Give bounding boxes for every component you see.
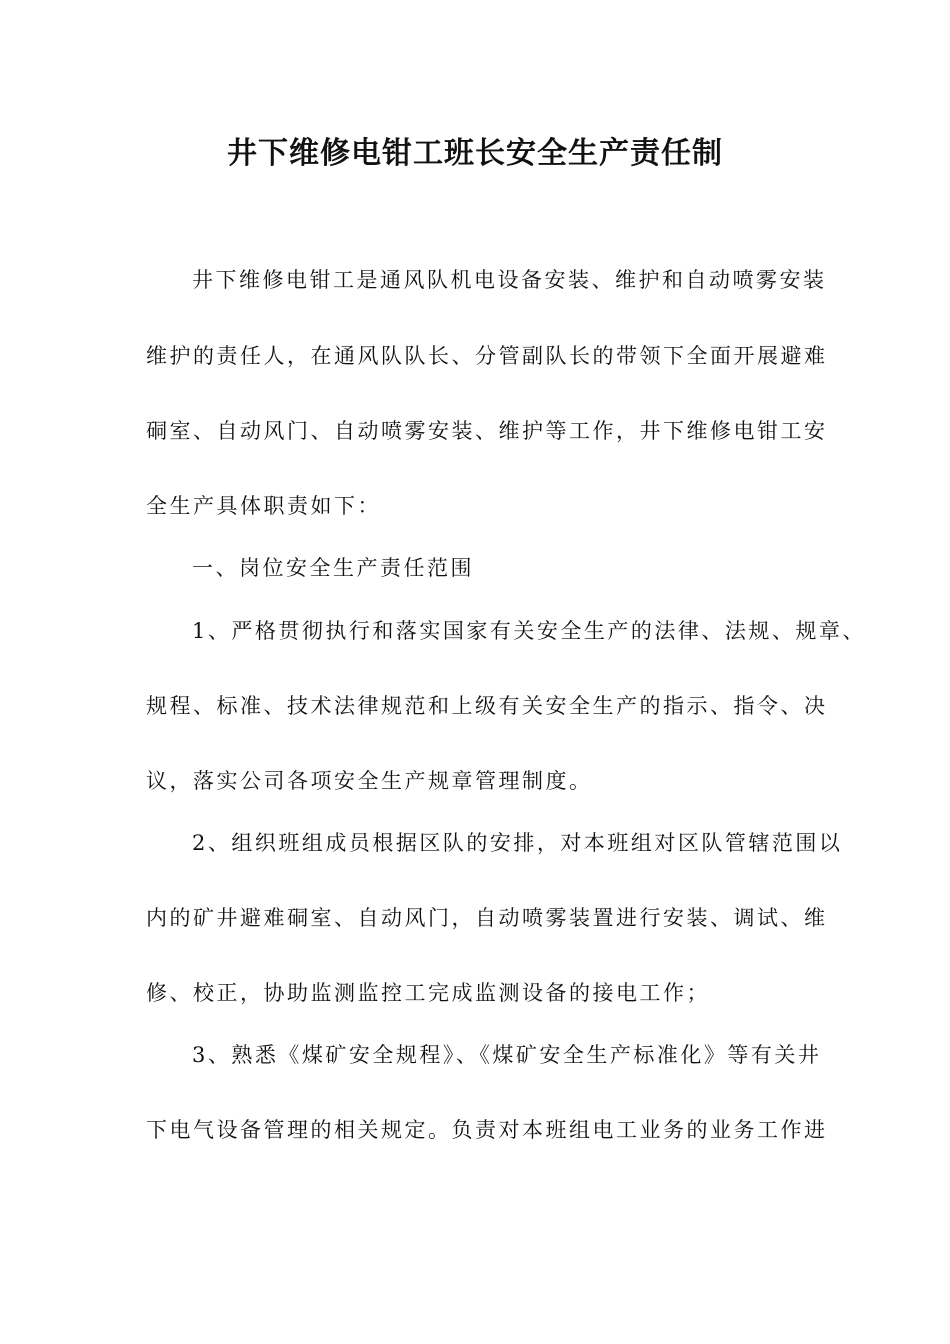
paragraph-line: 硐室、自动风门、自动喷雾安装、维护等工作，井下维修电钳工安 (146, 419, 828, 443)
paragraph-line: 内的矿井避难硐室、自动风门，自动喷雾装置进行安装、调试、维 (146, 906, 828, 930)
document-title: 井下维修电钳工班长安全生产责任制 (227, 136, 723, 171)
paragraph-line: 全生产具体职责如下： (146, 494, 381, 518)
paragraph-line: 维护的责任人，在通风队队长、分管副队长的带领下全面开展避难 (146, 344, 828, 368)
paragraph-line: 2、组织班组成员根据区队的安排，对本班组对区队管辖范围以 (192, 831, 843, 855)
paragraph-line: 下电气设备管理的相关规定。负责对本班组电工业务的业务工作进 (146, 1118, 828, 1142)
paragraph-line: 规程、标准、技术法律规范和上级有关安全生产的指示、指令、决 (146, 694, 828, 718)
paragraph-line: 1、严格贯彻执行和落实国家有关安全生产的法律、法规、规章、 (192, 619, 866, 643)
paragraph-line: 修、校正，协助监测监控工完成监测设备的接电工作； (146, 981, 710, 1005)
paragraph-line: 3、熟悉《煤矿安全规程》、《煤矿安全生产标准化》等有关井 (192, 1043, 822, 1067)
paragraph-line: 井下维修电钳工是通风队机电设备安装、维护和自动喷雾安装 (192, 268, 827, 292)
section-heading: 一、岗位安全生产责任范围 (192, 556, 474, 580)
paragraph-line: 议，落实公司各项安全生产规章管理制度。 (146, 769, 593, 793)
